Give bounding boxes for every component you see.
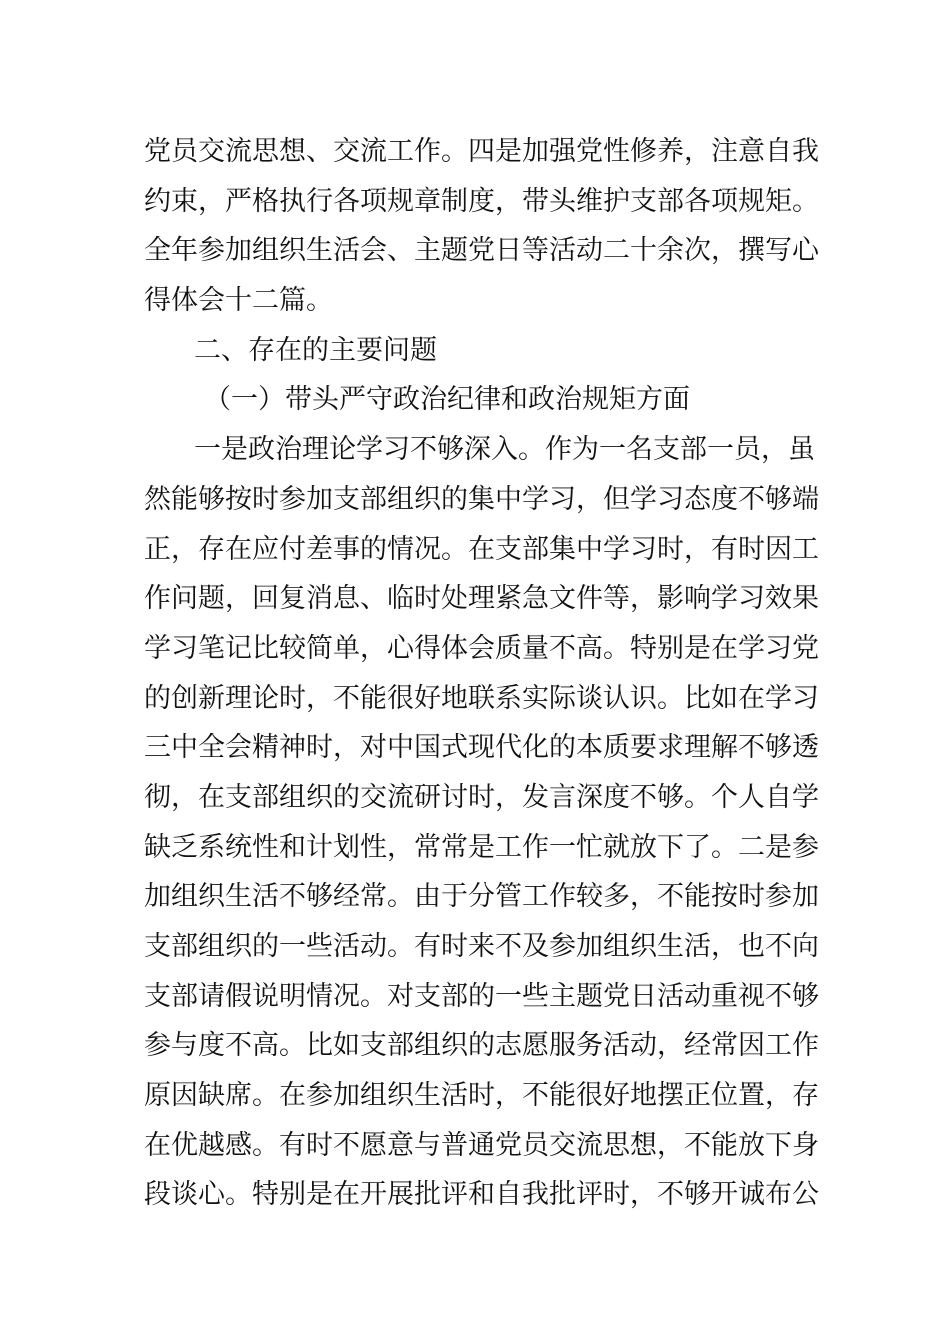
- paragraph-line: 支部组织的一些活动。有时来不及参加组织生活，也不向: [144, 931, 819, 962]
- paragraph-line: 的创新理论时，不能很好地联系实际谈认识。比如在学习: [144, 682, 819, 714]
- paragraph-line: 三中全会精神时，对中国式现代化的本质要求理解不够透: [144, 732, 819, 764]
- paragraph-line: 一是政治理论学习不够深入。作为一名支部一员，虽: [194, 434, 815, 466]
- paragraph-line: 彻，在支部组织的交流研讨时，发言深度不够。个人自学: [144, 781, 819, 813]
- paragraph-line: 然能够按时参加支部组织的集中学习，但学习态度不够端: [144, 483, 819, 515]
- paragraph-line: 段谈心。特别是在开展批评和自我批评时，不够开诚布公: [144, 1179, 819, 1211]
- section-heading: 二、存在的主要问题: [194, 334, 437, 366]
- paragraph-line: 作问题，回复消息、临时处理紧急文件等，影响学习效果: [144, 583, 819, 615]
- paragraph-line: 得体会十二篇。: [144, 285, 333, 317]
- paragraph-line: 支部请假说明情况。对支部的一些主题党日活动重视不够: [144, 980, 819, 1012]
- paragraph-line: 党员交流思想、交流工作。四是加强党性修养，注意自我: [144, 136, 819, 167]
- subsection-heading: （一）带头严守政治纪律和政治规矩方面: [204, 384, 690, 416]
- paragraph-line: 全年参加组织生活会、主题党日等活动二十余次，撰写心: [144, 235, 819, 267]
- paragraph-line: 参与度不高。比如支部组织的志愿服务活动，经常因工作: [144, 1030, 819, 1062]
- paragraph-line: 在优越感。有时不愿意与普通党员交流思想，不能放下身: [144, 1129, 819, 1161]
- document-body: [144, 127, 819, 1220]
- paragraph-line: 学习笔记比较简单，心得体会质量不高。特别是在学习党: [144, 632, 819, 664]
- paragraph-line: 正，存在应付差事的情况。在支部集中学习时，有时因工: [144, 533, 819, 565]
- paragraph-line: 原因缺席。在参加组织生活时，不能很好地摆正位置，存: [144, 1080, 819, 1112]
- paragraph-line: 加组织生活不够经常。由于分管工作较多，不能按时参加: [144, 881, 819, 913]
- paragraph-line: 约束，严格执行各项规章制度，带头维护支部各项规矩。: [144, 185, 819, 217]
- paragraph-line: 缺乏系统性和计划性，常常是工作一忙就放下了。二是参: [144, 831, 819, 863]
